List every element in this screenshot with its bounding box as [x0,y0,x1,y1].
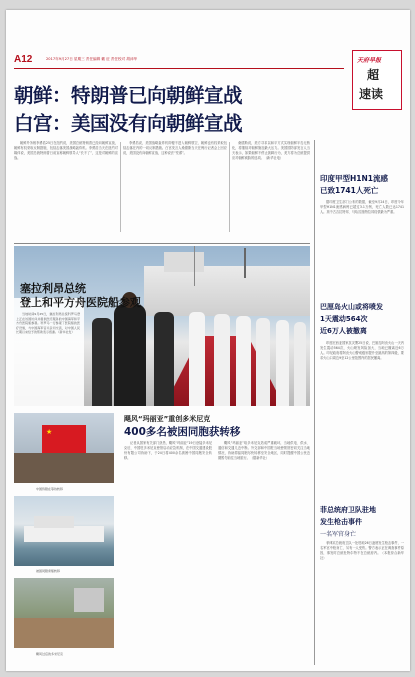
right-headline-2b: 1天震动564次 [320,315,368,323]
right-headline-3b: 发生枪击事件 [320,518,362,526]
lead-story-col-2 [123,141,227,234]
newspaper-page [6,10,410,671]
right-headline-1a: 印度甲型H1N1流感 [320,174,388,183]
lead-story-col-1 [14,141,118,234]
section-rule [14,243,310,244]
feature-headline-1: 塞拉利昂总统 [20,282,86,295]
column-divider [120,142,121,232]
typhoon-headline-1: 飓风“玛丽亚”重创多米尼克 [124,415,211,423]
header-rule [14,68,344,69]
page-number: A12 [14,54,33,65]
column-title-1: 超 [367,68,380,82]
right-story-2-text: 印度尼西亚国家抗灾署25日说，巴厘岛阿贡火山一天内发生震动564次，火山喷发风险加大，当地已撤离近6万人。印尼政府将阿贡火山警戒级别提升至最高的第四级，要求火山口周边9至12公里范围内的居民撤离。 [320,341,404,360]
lead-story-col-3 [232,141,310,234]
lead-story-text-1: 朝鲜外务相李勇浩25日在纽约说，美国总统特朗普已经向朝鲜宣战，朝鲜有权采取反制措施，包括击落美国战略轰炸机。李勇浩当天在纽约对媒体说，美国总统特朗普日前宣称朝鲜领导人“长不了”，这是对朝鲜的宣战。 [14,141,118,160]
typhoon-text-1: 记者从国家有关部门获悉，飓风“玛丽亚”19日登陆多米尼克后，中国驻多米尼克使馆启动应急机制，在中国交通建设股份有限公司协助下，于24日将400余名被困中国同胞安全转移。 [124,441,212,460]
right-headline-1b: 已致1741人死亡 [320,186,379,195]
right-story-2 [320,341,404,496]
headline-line-2: 白宫：美国没有向朝鲜宣战 [14,112,243,135]
right-rail-divider [314,140,315,665]
right-headline-3c: 一名军官身亡 [320,531,357,538]
feature-headline-2: 登上和平方舟医院船参观 [20,296,141,309]
feature-caption-text: 当地时间9月25日，塞拉利昂总统科罗马登上正在该国访问并提供医疗服务的中国海军和平方舟医院船参观。科罗马一行参观了医院船的医疗设施，与中国海军官兵亲切交流，对中国人民长期以来给予的帮助表示感谢。（新华社发） [16,312,80,335]
right-headline-2c: 近6万人被撤离 [320,327,367,335]
photo-caption-2: 被困同胞乘船转移 [36,569,61,573]
right-story-3 [320,541,404,661]
lead-story-text-2: 李勇浩说，美国战略轰炸机即便不进入朝鲜领空，朝鲜也有权采取包括击落在内的一切反制措施。白宫发言人桑德斯当天在例行记者会上回应说，美国没有向朝鲜宣战，这种说法“荒谬”。 [123,141,227,155]
typhoon-col-2 [218,441,310,661]
headline-line-1: 朝鲜：特朗普已向朝鲜宣战 [14,84,243,107]
feature-caption [16,312,80,400]
typhoon-col-1 [124,441,212,661]
newspaper-logo: 天府早报 [357,57,382,64]
right-headline-3a: 菲总统府卫队驻地 [320,506,376,514]
damage-photo [14,578,114,648]
column-title-2: 速读 [359,87,384,101]
right-story-1 [320,200,404,300]
photo-caption-3: 飓风过后的多米尼克 [36,652,64,656]
flag-photo: ★ [14,413,114,483]
typhoon-headline-2: 400多名被困同胞获转移 [124,426,241,438]
photo-caption-1: 中国侨胞在等待转移 [36,487,64,491]
column-divider [229,142,230,232]
boat-photo [14,496,114,566]
right-headline-2a: 巴厘岛火山或将喷发 [320,303,383,311]
right-story-3-text: 菲律宾总统府卫队一处驻地26日凌晨发生枪击事件，一名军官中枪身亡，另有一人受伤。警方表示正在调查事件原因，事发时总统杜特尔特不在总统府内。（本报综合新华社） [320,541,404,560]
logo-box [352,50,402,110]
right-story-1-text: 据印度卫生部门公布的数据，截至9月24日，印度今年甲型H1N1流感病例已超过3.1万例，死亡人数已达1741人。其中古吉拉特邦、马哈拉施特拉邦疫情最为严重。 [320,200,404,214]
typhoon-text-2: 飓风“玛丽亚”给多米尼克造成严重破坏，当地供电、供水、通信和交通几近中断。外交部和中国驻当地使领馆密切关注当地情况，协助滞留同胞尽快转移至安全地区，同时提醒中国公民近期暂勿前往当地旅行。（据新华社） [218,441,310,460]
lead-story-text-3: 桑德斯说，美方寻求以和平方式实现朝鲜半岛无核化，将继续对朝鲜施加最大压力。美国国防部发言人当天表示，如果朝鲜不停止挑衅行为，美方将为总统提供应对朝鲜威胁的选项。（新华社电） [232,141,310,160]
page-meta: 2017年9月27日 星期三 责任编辑 戴 征 责任校对 胡沛华 [46,57,138,61]
